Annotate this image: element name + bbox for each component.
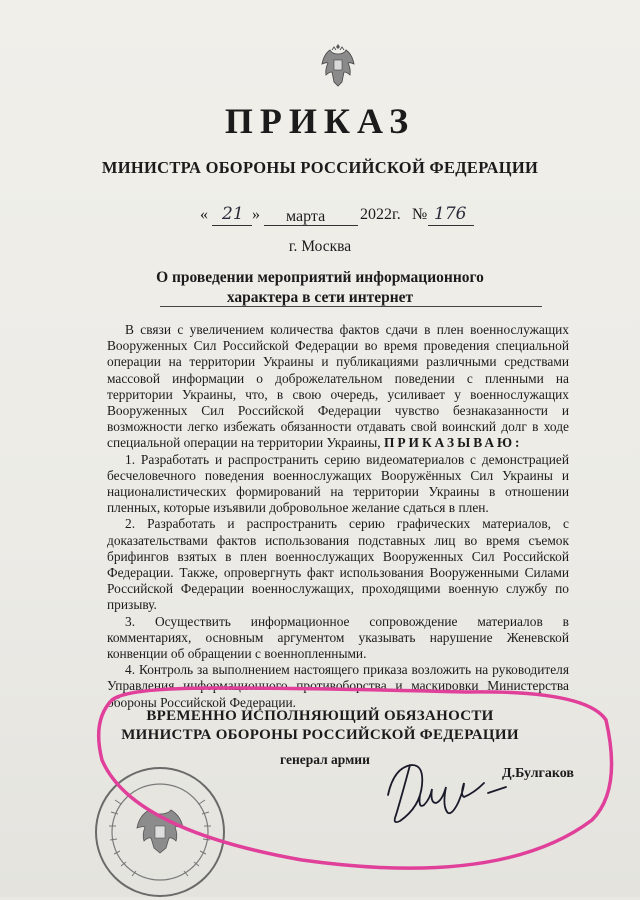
- subject-heading: [0, 268, 640, 308]
- document-title: ПРИКАЗ: [224, 101, 416, 141]
- preamble-paragraph: [107, 322, 569, 452]
- day-underline: [212, 225, 252, 226]
- quote-open: «: [200, 206, 208, 223]
- order-number: 176: [434, 204, 467, 224]
- command-word: ПРИКАЗЫВАЮ:: [383, 435, 523, 451]
- seal-icon: [85, 760, 235, 900]
- signature-icon: [380, 745, 520, 840]
- order-item: 1. Разработать и распространить серию видеоматериалов с демонстрацией бесчеловечного поведения военнослужащих Вооружённых Сил Украины и националистических формирований на территории Украины в отношении пленных, которые изъявили добровольное желание сдаться в плен.: [107, 451, 569, 516]
- quote-close: »: [252, 206, 260, 223]
- signatory-rank: генерал армии: [280, 752, 370, 767]
- preamble-text: В связи с увеличением количества фактов сдачи в плен военнослужащих Вооруженных Сил Российской Федерации во время проведения специальной операции на территории Украины и публикациями различными средствами массовой информации о доброжелательном поведении с пленными на территории Украины, что, в свою очередь, усиливает у военнослужащих Вооруженных Сил Российской Федерации чувство безнаказанности и возможности легко избежать обязанности отдавать свой воинский долг в ходе специальной операции на территории Украины,: [107, 322, 569, 451]
- date-month: марта: [286, 208, 326, 225]
- signatory-name: Д.Булгаков: [502, 766, 574, 781]
- document-body: [107, 322, 569, 711]
- subject-line-2: характера в сети интернет: [226, 289, 414, 306]
- document-subtitle: МИНИСТРА ОБОРОНЫ РОССИЙСКОЙ ФЕДЕРАЦИИ: [101, 158, 539, 177]
- signatory-title-1: ВРЕМЕННО ИСПОЛНЯЮЩИЙ ОБЯЗАНОСТИ: [146, 708, 494, 724]
- signatory-title-2: МИНИСТРА ОБОРОНЫ РОССИЙСКОЙ ФЕДЕРАЦИИ: [121, 727, 519, 743]
- city: г. Москва: [288, 238, 352, 255]
- subject-line-1: О проведении мероприятий информационного: [156, 269, 484, 286]
- date-year: 2022г.: [360, 206, 401, 223]
- month-underline: [264, 225, 358, 226]
- date-day: 21: [222, 204, 244, 224]
- order-item: 4. Контроль за выполнением настоящего приказа возложить на руководителя Управления информационного противоборства и маскировки Министерства обороны Российской Федерации.: [107, 662, 569, 710]
- order-item: 3. Осуществить информационное сопровождение материалов в комментариях, основным аргументом указывать нарушение Женевской конвенции об обращении с военнопленными.: [107, 613, 569, 662]
- number-underline: [428, 225, 474, 226]
- number-sign: №: [412, 206, 428, 223]
- order-item: 2. Разработать и распространить серию графических материалов, с доказательствами фактов использования подставных лиц во время съемок брифингов взятых в плен военнослужащих Вооруженных Сил Российской Федерации. Также, опровергнуть факт использования Вооруженными Силами Российской Федерации военнослужащих, проходящими военную службу по призыву.: [107, 516, 569, 613]
- subject-underline: [160, 306, 542, 307]
- coat-of-arms-icon: [318, 40, 358, 88]
